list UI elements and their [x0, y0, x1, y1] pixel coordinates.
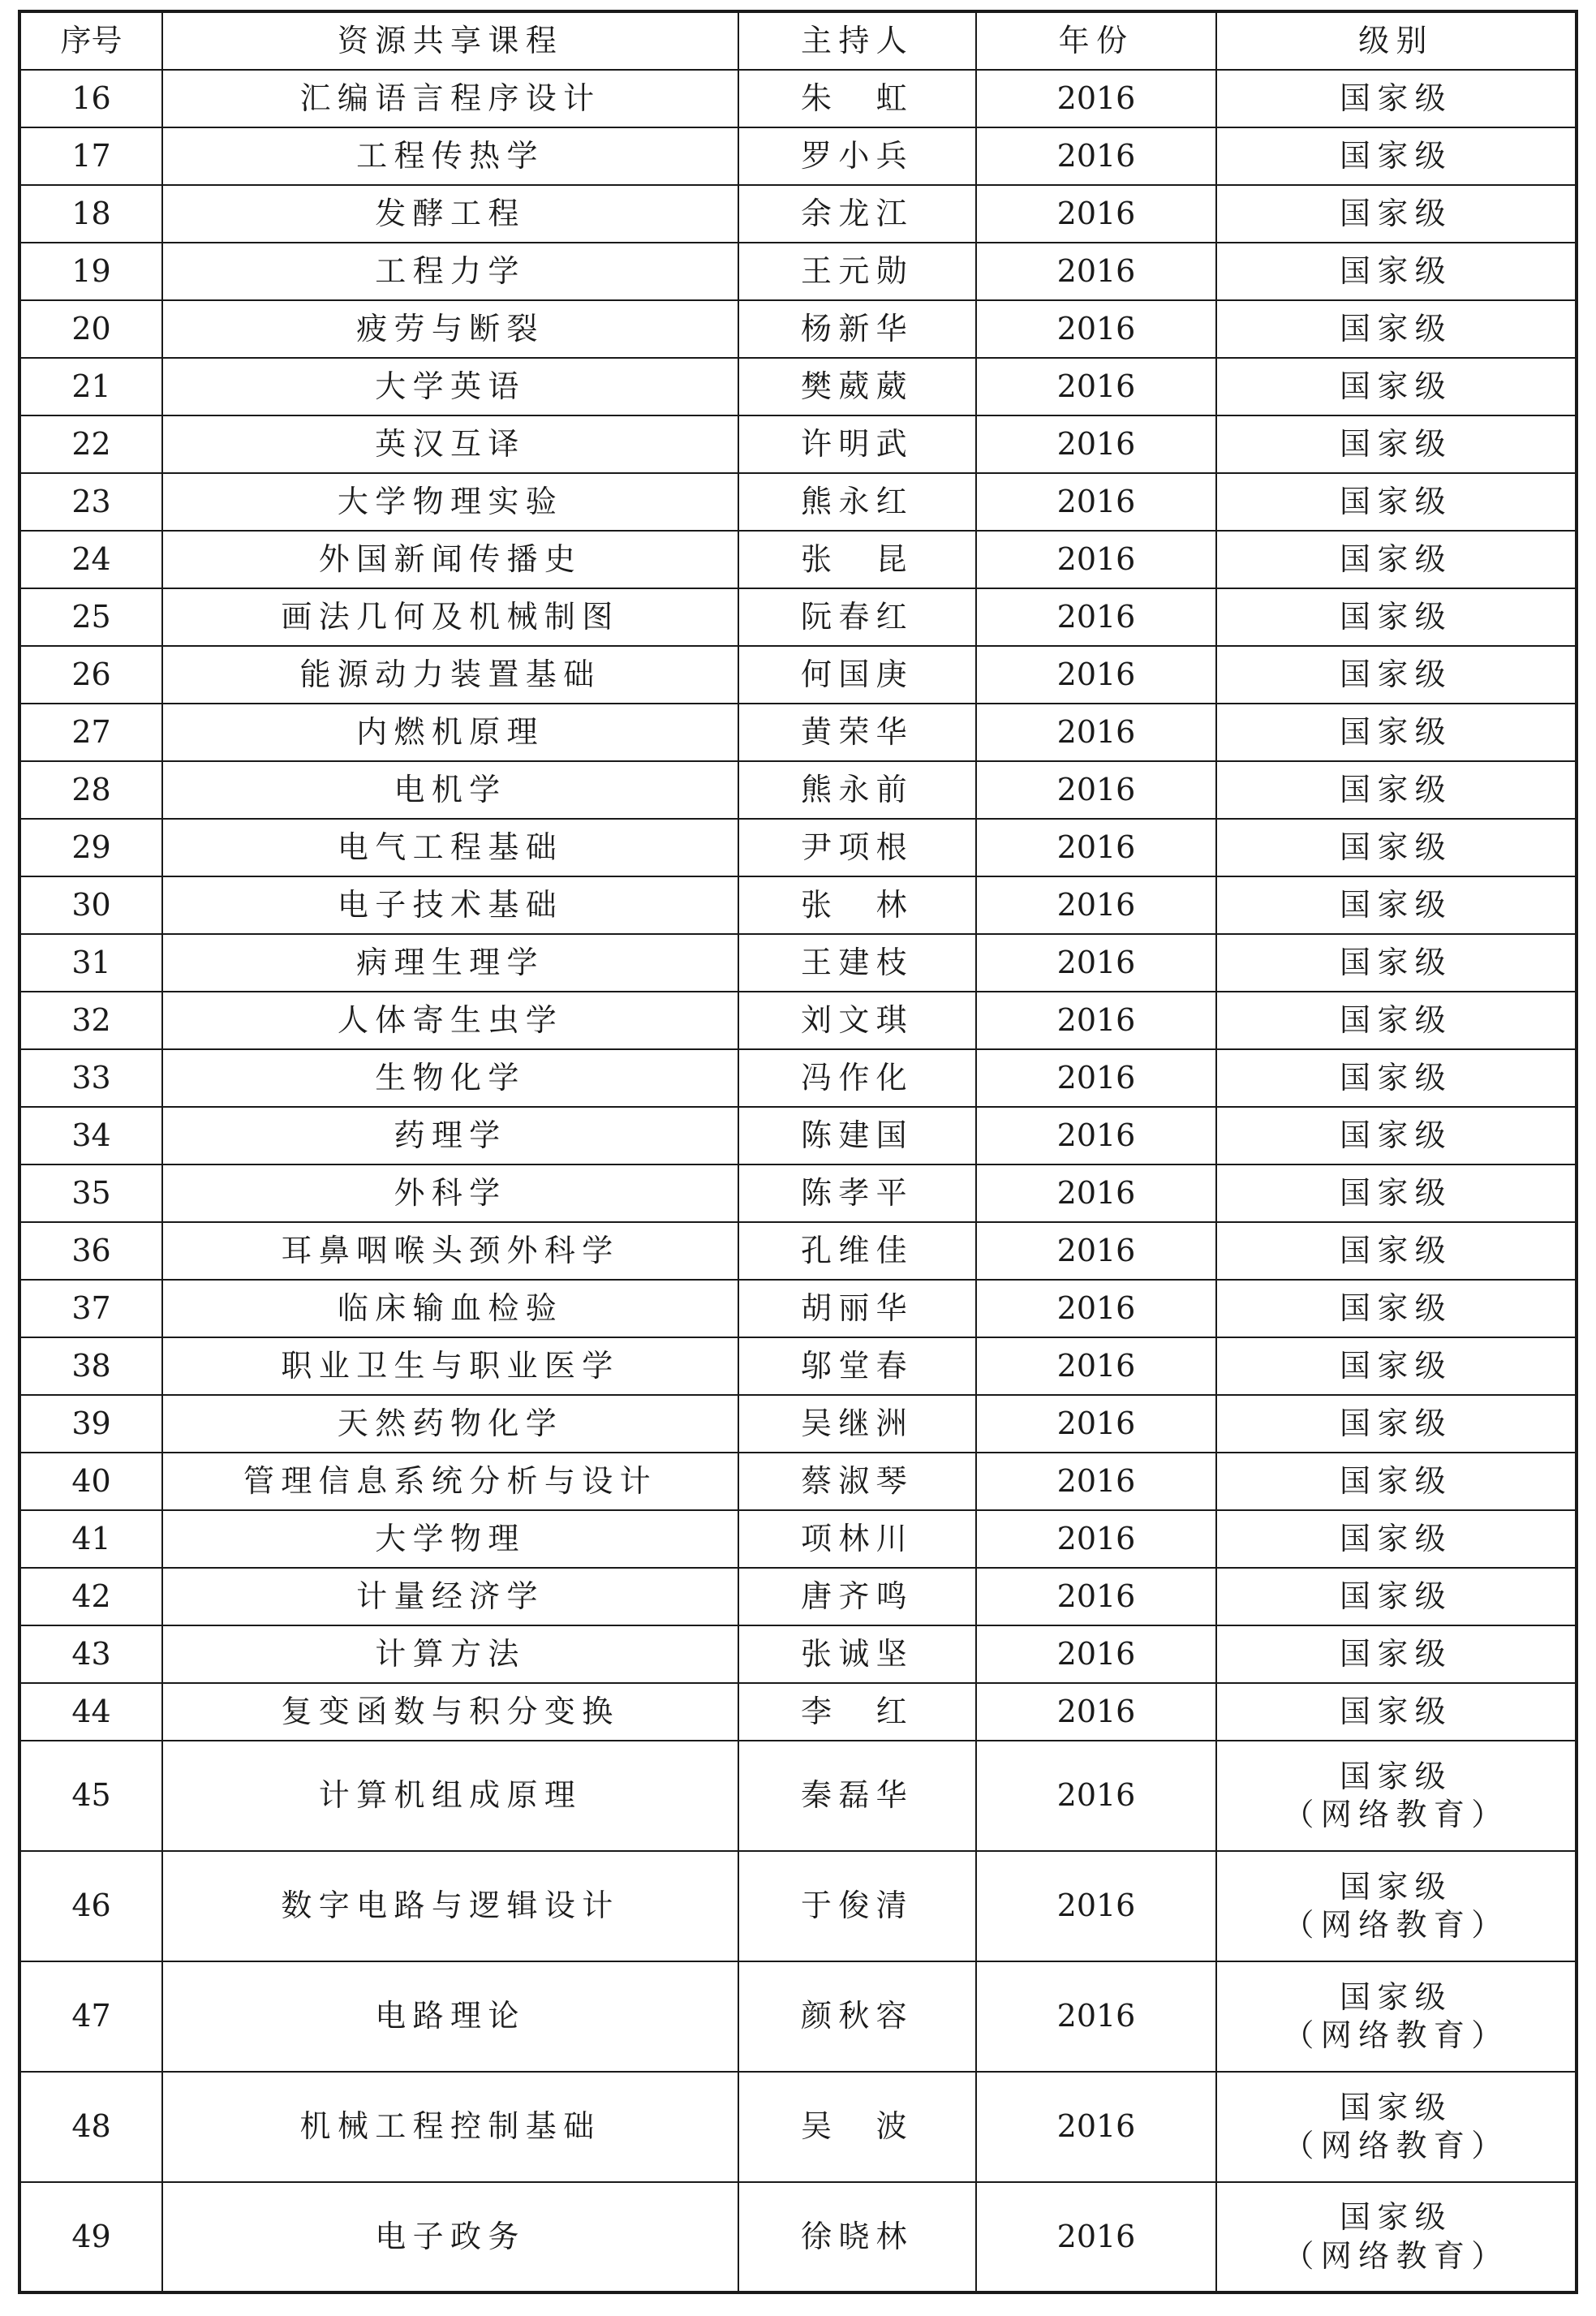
cell-year: 2016	[976, 1222, 1216, 1280]
level-line: 国家级	[1339, 656, 1453, 692]
cell-course: 计算机组成原理	[162, 1741, 738, 1851]
cell-no: 43	[19, 1625, 162, 1683]
table-row	[19, 2182, 1577, 2292]
cell-no: 47	[19, 1961, 162, 2072]
level-line: 国家级	[1339, 1001, 1453, 1038]
cell-host: 樊葳葳	[738, 358, 976, 415]
level-line: 国家级	[1339, 137, 1453, 174]
table-row	[19, 1049, 1577, 1107]
cell-year: 2016	[976, 1568, 1216, 1625]
level-line: （网络教育）	[1283, 2237, 1509, 2274]
level-line: 国家级	[1339, 1347, 1453, 1384]
table-row	[19, 992, 1577, 1049]
cell-no: 45	[19, 1741, 162, 1851]
table-row	[19, 70, 1577, 127]
cell-level	[1216, 876, 1577, 934]
header-no: 序号	[19, 11, 162, 70]
cell-year: 2016	[976, 2182, 1216, 2292]
cell-host: 罗小兵	[738, 127, 976, 185]
table-row	[19, 1510, 1577, 1568]
level-line: 国家级	[1339, 1462, 1453, 1499]
cell-course: 天然药物化学	[162, 1395, 738, 1453]
cell-no: 37	[19, 1280, 162, 1337]
cell-year: 2016	[976, 588, 1216, 646]
level-line: 国家级	[1339, 1635, 1453, 1672]
level-line: 国家级	[1339, 425, 1453, 462]
table-row	[19, 473, 1577, 531]
cell-host: 何国庚	[738, 646, 976, 704]
table-row	[19, 761, 1577, 819]
cell-no: 22	[19, 415, 162, 473]
cell-year: 2016	[976, 1280, 1216, 1337]
cell-course: 人体寄生虫学	[162, 992, 738, 1049]
cell-level	[1216, 1851, 1577, 1961]
cell-level	[1216, 934, 1577, 992]
cell-host: 蔡淑琴	[738, 1453, 976, 1510]
table-row	[19, 1453, 1577, 1510]
table-row	[19, 1395, 1577, 1453]
cell-year: 2016	[976, 934, 1216, 992]
table-row	[19, 819, 1577, 876]
cell-course: 耳鼻咽喉头颈外科学	[162, 1222, 738, 1280]
cell-year: 2016	[976, 992, 1216, 1049]
cell-no: 28	[19, 761, 162, 819]
level-line: （网络教育）	[1283, 2017, 1509, 2053]
table-row	[19, 300, 1577, 358]
cell-level	[1216, 2182, 1577, 2292]
cell-course: 电机学	[162, 761, 738, 819]
cell-level	[1216, 1961, 1577, 2072]
cell-course: 计量经济学	[162, 1568, 738, 1625]
cell-course: 管理信息系统分析与设计	[162, 1453, 738, 1510]
cell-host: 王建枝	[738, 934, 976, 992]
level-line: （网络教育）	[1283, 1797, 1509, 1832]
cell-level	[1216, 1280, 1577, 1337]
cell-year: 2016	[976, 1851, 1216, 1961]
cell-level	[1216, 1164, 1577, 1222]
cell-level	[1216, 761, 1577, 819]
cell-course: 职业卫生与职业医学	[162, 1337, 738, 1395]
cell-year: 2016	[976, 531, 1216, 588]
cell-host: 陈建国	[738, 1107, 976, 1164]
cell-no: 27	[19, 704, 162, 761]
table-row	[19, 243, 1577, 300]
cell-no: 26	[19, 646, 162, 704]
cell-host: 于俊清	[738, 1851, 976, 1961]
cell-no: 42	[19, 1568, 162, 1625]
level-line: 国家级	[1339, 80, 1453, 116]
cell-level	[1216, 531, 1577, 588]
cell-year: 2016	[976, 2072, 1216, 2182]
cell-host: 李 红	[738, 1683, 976, 1741]
header-level: 级别	[1216, 11, 1577, 70]
cell-no: 39	[19, 1395, 162, 1453]
level-line: 国家级	[1339, 310, 1453, 347]
cell-level	[1216, 127, 1577, 185]
cell-course: 机械工程控制基础	[162, 2072, 738, 2182]
cell-host: 胡丽华	[738, 1280, 976, 1337]
cell-course: 汇编语言程序设计	[162, 70, 738, 127]
cell-course: 病理生理学	[162, 934, 738, 992]
cell-host: 王元勋	[738, 243, 976, 300]
cell-year: 2016	[976, 415, 1216, 473]
level-line: 国家级	[1339, 1232, 1453, 1268]
level-line: 国家级	[1339, 886, 1453, 923]
table-body	[19, 70, 1577, 2292]
cell-host: 阮春红	[738, 588, 976, 646]
table-row	[19, 1280, 1577, 1337]
cell-year: 2016	[976, 1961, 1216, 2072]
level-line: 国家级	[1339, 252, 1453, 289]
cell-course: 电路理论	[162, 1961, 738, 2072]
cell-host: 吴继洲	[738, 1395, 976, 1453]
cell-course: 药理学	[162, 1107, 738, 1164]
cell-host: 尹项根	[738, 819, 976, 876]
cell-level	[1216, 1683, 1577, 1741]
level-line: 国家级	[1339, 1868, 1453, 1905]
cell-course: 工程传热学	[162, 127, 738, 185]
cell-year: 2016	[976, 1741, 1216, 1851]
cell-year: 2016	[976, 1395, 1216, 1453]
cell-no: 49	[19, 2182, 162, 2292]
cell-course: 电气工程基础	[162, 819, 738, 876]
cell-host: 秦磊华	[738, 1741, 976, 1851]
cell-level	[1216, 1049, 1577, 1107]
table-row	[19, 646, 1577, 704]
cell-year: 2016	[976, 761, 1216, 819]
level-line: 国家级	[1339, 195, 1453, 231]
cell-no: 17	[19, 127, 162, 185]
level-line: 国家级	[1339, 368, 1453, 404]
cell-level	[1216, 300, 1577, 358]
level-line: 国家级	[1339, 1405, 1453, 1441]
table-row	[19, 934, 1577, 992]
cell-host: 黄荣华	[738, 704, 976, 761]
cell-course: 电子政务	[162, 2182, 738, 2292]
cell-level	[1216, 2072, 1577, 2182]
cell-no: 34	[19, 1107, 162, 1164]
cell-course: 大学物理	[162, 1510, 738, 1568]
cell-level	[1216, 1568, 1577, 1625]
cell-level	[1216, 473, 1577, 531]
cell-course: 大学物理实验	[162, 473, 738, 531]
cell-level	[1216, 1510, 1577, 1568]
cell-no: 25	[19, 588, 162, 646]
cell-no: 35	[19, 1164, 162, 1222]
cell-host: 陈孝平	[738, 1164, 976, 1222]
cell-no: 24	[19, 531, 162, 588]
cell-host: 项林川	[738, 1510, 976, 1568]
cell-level	[1216, 992, 1577, 1049]
table-row	[19, 127, 1577, 185]
table-row	[19, 1222, 1577, 1280]
cell-host: 熊永红	[738, 473, 976, 531]
cell-course: 英汉互译	[162, 415, 738, 473]
cell-level	[1216, 819, 1577, 876]
cell-no: 31	[19, 934, 162, 992]
cell-no: 36	[19, 1222, 162, 1280]
table-row	[19, 876, 1577, 934]
cell-host: 熊永前	[738, 761, 976, 819]
cell-host: 张 林	[738, 876, 976, 934]
header-course: 资源共享课程	[162, 11, 738, 70]
table-row	[19, 704, 1577, 761]
cell-host: 张诚坚	[738, 1625, 976, 1683]
cell-host: 刘文琪	[738, 992, 976, 1049]
cell-no: 16	[19, 70, 162, 127]
level-line: 国家级	[1339, 540, 1453, 577]
level-line: 国家级	[1339, 1117, 1453, 1153]
cell-level	[1216, 1107, 1577, 1164]
table-row	[19, 1683, 1577, 1741]
table-row	[19, 415, 1577, 473]
cell-level	[1216, 646, 1577, 704]
cell-no: 18	[19, 185, 162, 243]
cell-host: 许明武	[738, 415, 976, 473]
cell-host: 余龙江	[738, 185, 976, 243]
table-row	[19, 1164, 1577, 1222]
cell-host: 孔维佳	[738, 1222, 976, 1280]
cell-host: 朱 虹	[738, 70, 976, 127]
cell-course: 画法几何及机械制图	[162, 588, 738, 646]
cell-course: 临床输血检验	[162, 1280, 738, 1337]
cell-level	[1216, 588, 1577, 646]
cell-year: 2016	[976, 819, 1216, 876]
course-table	[18, 10, 1578, 2294]
level-line: 国家级	[1339, 1693, 1453, 1729]
cell-host: 杨新华	[738, 300, 976, 358]
cell-no: 33	[19, 1049, 162, 1107]
cell-level	[1216, 185, 1577, 243]
cell-year: 2016	[976, 300, 1216, 358]
cell-level	[1216, 1222, 1577, 1280]
level-line: 国家级	[1339, 1289, 1453, 1326]
cell-level	[1216, 415, 1577, 473]
table-row	[19, 1851, 1577, 1961]
cell-no: 19	[19, 243, 162, 300]
header-row	[19, 11, 1577, 70]
level-line: 国家级	[1339, 829, 1453, 865]
cell-no: 32	[19, 992, 162, 1049]
table-row	[19, 1107, 1577, 1164]
cell-level	[1216, 1395, 1577, 1453]
table-row	[19, 358, 1577, 415]
cell-course: 工程力学	[162, 243, 738, 300]
level-line: 国家级	[1339, 483, 1453, 519]
header-year: 年份	[976, 11, 1216, 70]
table-row	[19, 1337, 1577, 1395]
cell-course: 复变函数与积分变换	[162, 1683, 738, 1741]
level-line: 国家级	[1339, 1578, 1453, 1614]
level-line: 国家级	[1339, 1520, 1453, 1556]
cell-host: 吴 波	[738, 2072, 976, 2182]
cell-no: 46	[19, 1851, 162, 1961]
cell-course: 大学英语	[162, 358, 738, 415]
level-line: 国家级	[1339, 2199, 1453, 2235]
table-row	[19, 1568, 1577, 1625]
cell-no: 40	[19, 1453, 162, 1510]
level-line: 国家级	[1339, 944, 1453, 980]
cell-course: 内燃机原理	[162, 704, 738, 761]
level-line: 国家级	[1339, 598, 1453, 635]
cell-year: 2016	[976, 473, 1216, 531]
cell-course: 外科学	[162, 1164, 738, 1222]
cell-host: 张 昆	[738, 531, 976, 588]
cell-course: 生物化学	[162, 1049, 738, 1107]
table-row	[19, 1961, 1577, 2072]
cell-course: 外国新闻传播史	[162, 531, 738, 588]
cell-level	[1216, 1741, 1577, 1851]
cell-year: 2016	[976, 704, 1216, 761]
cell-level	[1216, 704, 1577, 761]
cell-year: 2016	[976, 1107, 1216, 1164]
level-line: 国家级	[1339, 1059, 1453, 1096]
cell-course: 电子技术基础	[162, 876, 738, 934]
cell-no: 23	[19, 473, 162, 531]
cell-level	[1216, 358, 1577, 415]
level-line: 国家级	[1339, 1978, 1453, 2015]
cell-level	[1216, 1453, 1577, 1510]
level-line: 国家级	[1339, 713, 1453, 750]
cell-year: 2016	[976, 1337, 1216, 1395]
cell-no: 30	[19, 876, 162, 934]
cell-host: 唐齐鸣	[738, 1568, 976, 1625]
cell-host: 徐晓林	[738, 2182, 976, 2292]
cell-course: 疲劳与断裂	[162, 300, 738, 358]
table-row	[19, 588, 1577, 646]
cell-no: 41	[19, 1510, 162, 1568]
cell-level	[1216, 243, 1577, 300]
cell-no: 20	[19, 300, 162, 358]
level-line: （网络教育）	[1283, 1907, 1509, 1943]
table-row	[19, 185, 1577, 243]
cell-year: 2016	[976, 1164, 1216, 1222]
cell-no: 29	[19, 819, 162, 876]
cell-year: 2016	[976, 127, 1216, 185]
cell-year: 2016	[976, 358, 1216, 415]
level-line: 国家级	[1339, 771, 1453, 807]
cell-year: 2016	[976, 70, 1216, 127]
level-line: 国家级	[1339, 1758, 1453, 1794]
cell-year: 2016	[976, 185, 1216, 243]
cell-host: 冯作化	[738, 1049, 976, 1107]
cell-year: 2016	[976, 1453, 1216, 1510]
level-line: （网络教育）	[1283, 2128, 1509, 2163]
cell-host: 颜秋容	[738, 1961, 976, 2072]
table-row	[19, 1625, 1577, 1683]
cell-level	[1216, 1337, 1577, 1395]
table-header	[19, 11, 1577, 70]
cell-no: 21	[19, 358, 162, 415]
cell-year: 2016	[976, 646, 1216, 704]
level-line: 国家级	[1339, 2089, 1453, 2125]
cell-course: 能源动力装置基础	[162, 646, 738, 704]
cell-course: 计算方法	[162, 1625, 738, 1683]
cell-year: 2016	[976, 1683, 1216, 1741]
table-row	[19, 2072, 1577, 2182]
table-row	[19, 1741, 1577, 1851]
cell-year: 2016	[976, 876, 1216, 934]
cell-year: 2016	[976, 1510, 1216, 1568]
cell-year: 2016	[976, 1625, 1216, 1683]
header-host: 主持人	[738, 11, 976, 70]
cell-course: 发酵工程	[162, 185, 738, 243]
cell-course: 数字电路与逻辑设计	[162, 1851, 738, 1961]
level-line: 国家级	[1339, 1174, 1453, 1211]
cell-no: 38	[19, 1337, 162, 1395]
table-row	[19, 531, 1577, 588]
cell-no: 48	[19, 2072, 162, 2182]
cell-host: 邬堂春	[738, 1337, 976, 1395]
cell-level	[1216, 1625, 1577, 1683]
cell-no: 44	[19, 1683, 162, 1741]
cell-year: 2016	[976, 1049, 1216, 1107]
cell-level	[1216, 70, 1577, 127]
cell-year: 2016	[976, 243, 1216, 300]
